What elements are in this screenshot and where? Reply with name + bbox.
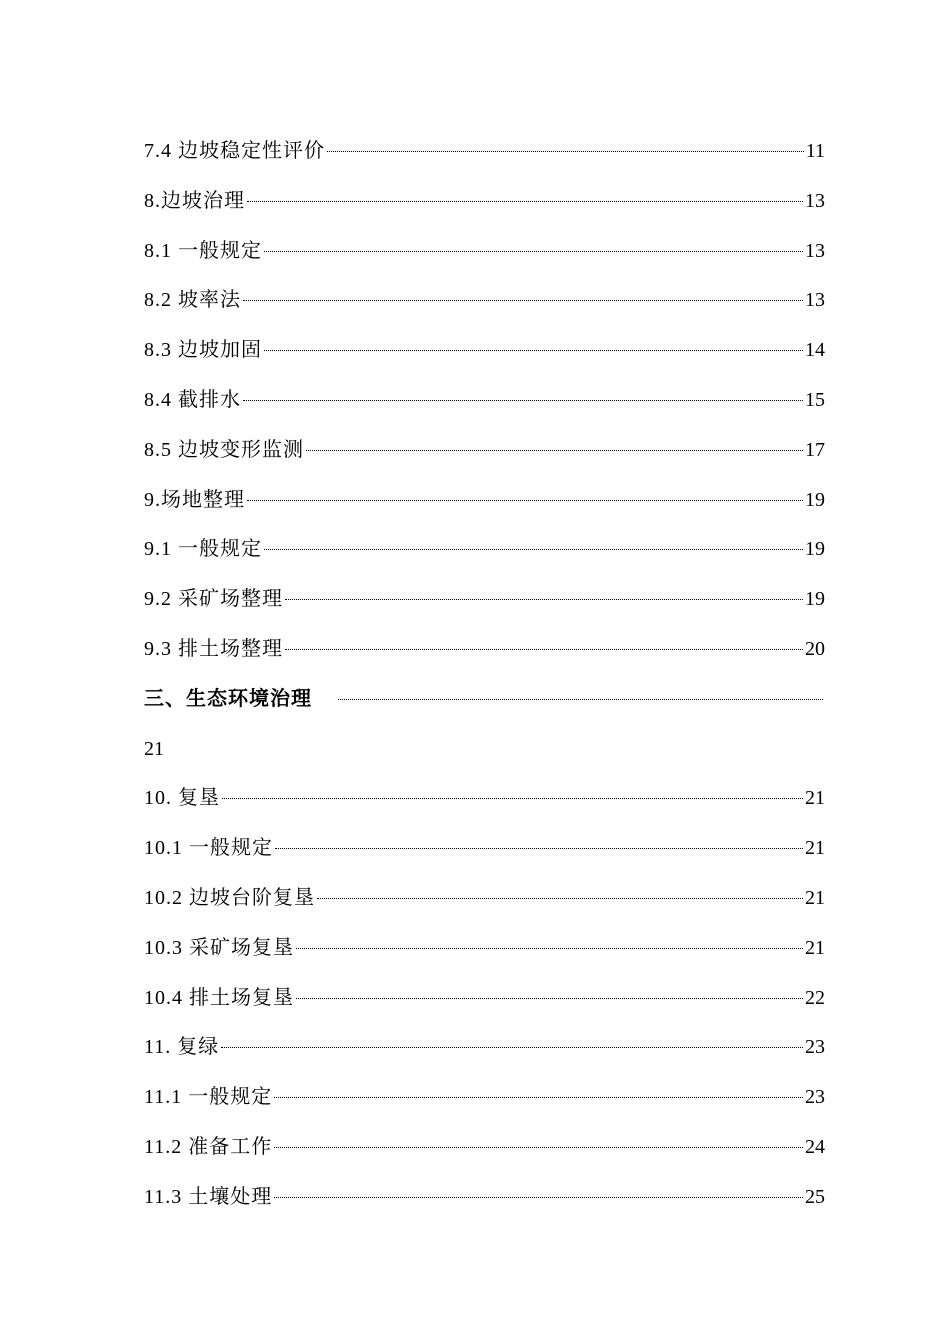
toc-entry-label: 9.1 一般规定	[144, 538, 262, 561]
toc-section-page-row	[144, 729, 825, 779]
toc-entry[interactable]	[144, 1177, 825, 1227]
toc-section-label: 三、生态环境治理	[144, 687, 312, 710]
toc-entry-label: 10.2 边坡台阶复垦	[144, 886, 315, 909]
toc-entry[interactable]	[144, 480, 825, 530]
toc-entry-label: 8.4 截排水	[144, 388, 241, 411]
toc-leader-dots	[306, 450, 803, 451]
toc-entry-page: 24	[805, 1135, 825, 1158]
toc-entry-page: 20	[805, 637, 825, 660]
toc-section-page: 21	[144, 737, 164, 760]
toc-entry[interactable]	[144, 629, 825, 679]
toc-entry-label: 8.5 边坡变形监测	[144, 438, 304, 461]
toc-leader-dots	[247, 500, 803, 501]
toc-entry-page: 25	[805, 1185, 825, 1208]
toc-entry-page: 21	[805, 837, 825, 860]
toc-entry[interactable]	[144, 1127, 825, 1177]
toc-entry[interactable]	[144, 131, 825, 181]
toc-leader-dots	[247, 201, 803, 202]
toc-entry[interactable]	[144, 579, 825, 629]
toc-entry-label: 8.1 一般规定	[144, 239, 262, 262]
toc-entry-page: 23	[805, 1036, 825, 1059]
toc-leader-dots	[274, 1097, 803, 1098]
toc-entry-label: 10.1 一般规定	[144, 837, 273, 860]
toc-entry[interactable]	[144, 778, 825, 828]
toc-entry-page: 23	[805, 1086, 825, 1109]
toc-leader-dots	[296, 948, 803, 949]
toc-leader-dots	[221, 1047, 803, 1048]
toc-entry-page: 21	[805, 936, 825, 959]
toc-leader-dots	[296, 998, 803, 999]
table-of-contents	[144, 131, 825, 1227]
toc-leader-dots	[274, 1197, 803, 1198]
toc-entry-label: 11.1 一般规定	[144, 1086, 273, 1109]
toc-leader-dots	[317, 898, 803, 899]
toc-leader-dots	[285, 599, 803, 600]
toc-leader-dots	[264, 350, 803, 351]
toc-entry[interactable]	[144, 181, 825, 231]
toc-entry[interactable]	[144, 231, 825, 281]
toc-entry[interactable]	[144, 928, 825, 978]
toc-section-heading[interactable]	[144, 679, 825, 729]
toc-entry-page: 11	[805, 140, 825, 162]
toc-entry-label: 11.2 准备工作	[144, 1135, 273, 1158]
toc-entry-page: 22	[805, 986, 825, 1009]
toc-leader-dots	[222, 798, 803, 799]
toc-entry-page: 19	[805, 538, 825, 561]
toc-entry-label: 8.3 边坡加固	[144, 339, 262, 362]
toc-entry[interactable]	[144, 330, 825, 380]
toc-entry-page: 17	[805, 438, 825, 461]
toc-leader-dots	[338, 699, 823, 700]
toc-entry-page: 21	[805, 886, 825, 909]
toc-entry-label: 9.场地整理	[144, 488, 245, 511]
toc-leader-dots	[327, 151, 804, 152]
toc-entry[interactable]	[144, 529, 825, 579]
toc-entry-label: 7.4 边坡稳定性评价	[144, 140, 325, 162]
toc-entry-page: 13	[805, 239, 825, 262]
toc-leader-dots	[275, 848, 803, 849]
toc-entry-label: 10.3 采矿场复垦	[144, 936, 294, 959]
toc-entry-page: 21	[805, 787, 825, 810]
toc-leader-dots	[264, 251, 803, 252]
toc-entry-label: 8.边坡治理	[144, 189, 245, 212]
toc-entry-label: 9.2 采矿场整理	[144, 588, 283, 611]
toc-leader-dots	[243, 300, 803, 301]
toc-entry-label: 10.4 排土场复垦	[144, 986, 294, 1009]
toc-entry-page: 13	[805, 189, 825, 212]
toc-entry[interactable]	[144, 828, 825, 878]
toc-leader-dots	[285, 649, 803, 650]
toc-leader-dots	[274, 1147, 803, 1148]
toc-entry-page: 19	[805, 488, 825, 511]
toc-entry[interactable]	[144, 380, 825, 430]
toc-entry-label: 10. 复垦	[144, 787, 220, 810]
toc-entry-label: 8.2 坡率法	[144, 289, 241, 312]
toc-entry[interactable]	[144, 1077, 825, 1127]
toc-entry[interactable]	[144, 280, 825, 330]
toc-entry[interactable]	[144, 978, 825, 1028]
toc-leader-dots	[264, 549, 803, 550]
toc-leader-dots	[243, 400, 803, 401]
toc-entry-label: 11.3 土壤处理	[144, 1185, 273, 1208]
toc-entry-page: 14	[805, 339, 825, 362]
toc-entry[interactable]	[144, 1027, 825, 1077]
toc-entry-label: 11. 复绿	[144, 1036, 220, 1059]
toc-entry[interactable]	[144, 878, 825, 928]
toc-entry-label: 9.3 排土场整理	[144, 637, 283, 660]
toc-entry-page: 15	[805, 388, 825, 411]
toc-entry-page: 13	[805, 289, 825, 312]
toc-entry[interactable]	[144, 430, 825, 480]
toc-entry-page: 19	[805, 588, 825, 611]
